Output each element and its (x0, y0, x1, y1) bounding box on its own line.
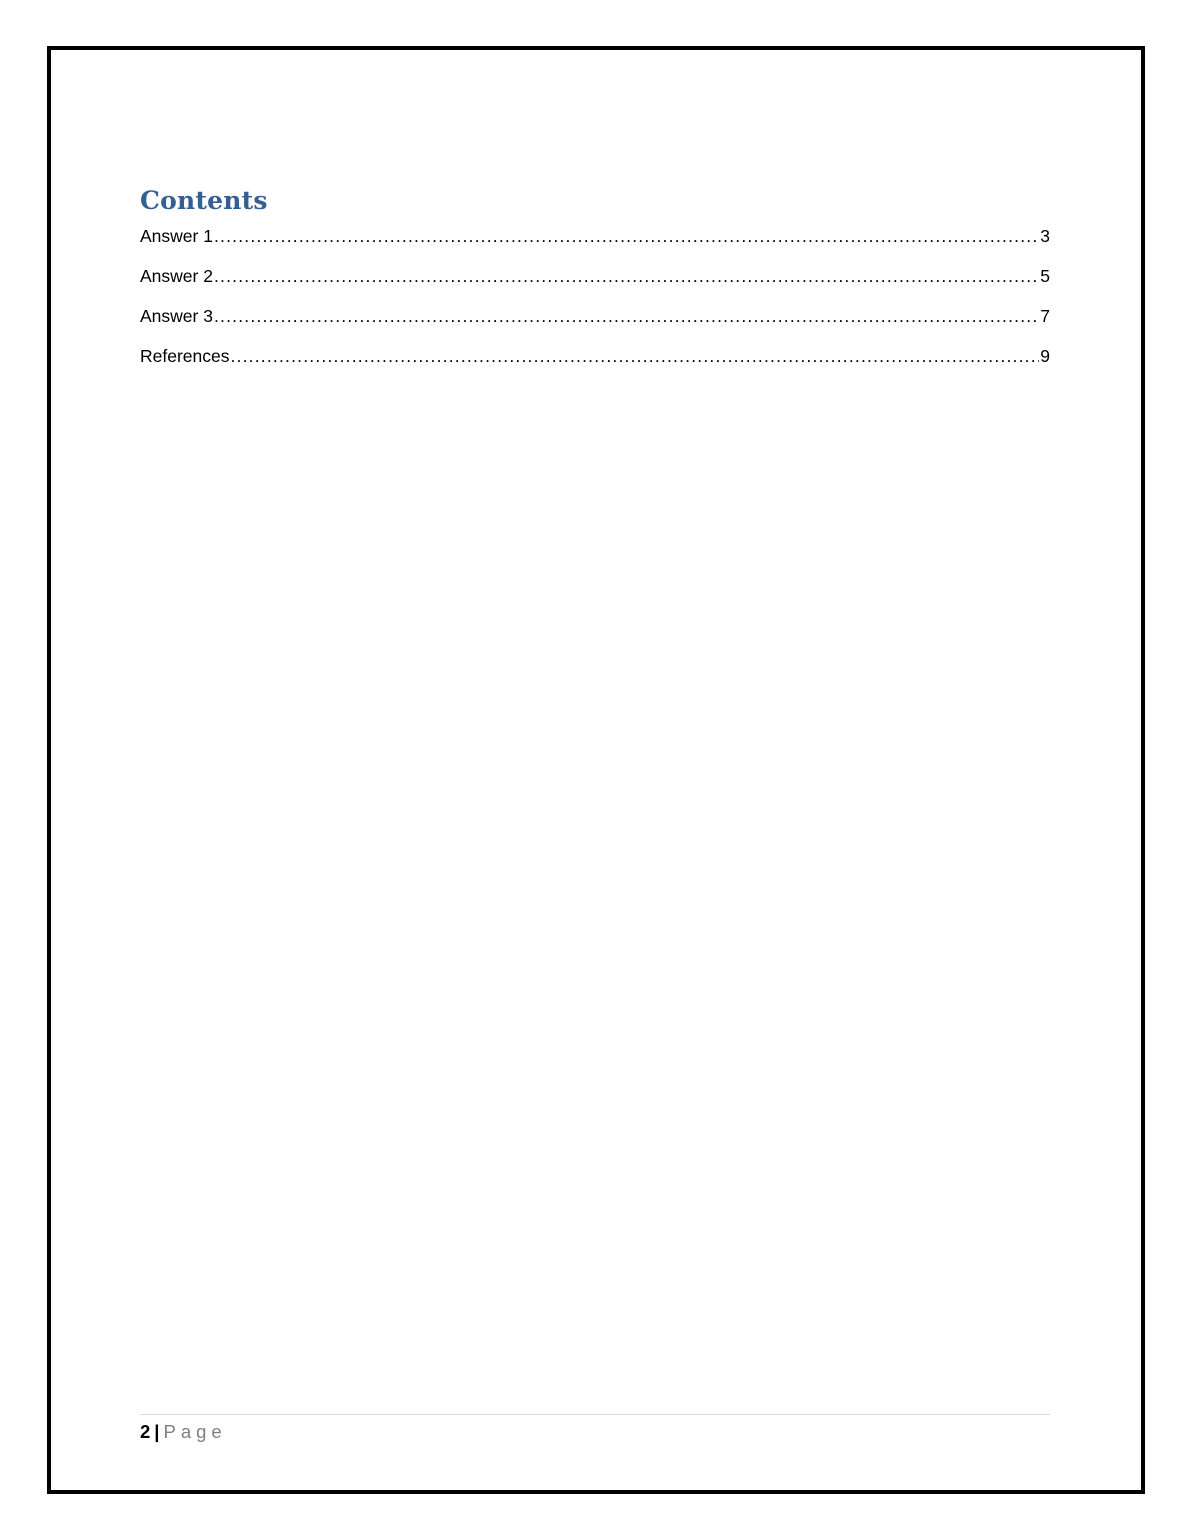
toc-entry-page-number: 7 (1040, 306, 1050, 326)
page-footer (140, 1420, 227, 1444)
toc-entry-label: Answer 2 (140, 266, 213, 286)
dot-leader (231, 346, 1040, 367)
toc-entry-page-number: 9 (1040, 346, 1050, 366)
toc-entry-label: Answer 3 (140, 306, 213, 326)
dot-leader (214, 266, 1039, 287)
footer-page-word: Page (163, 1421, 227, 1442)
footer-separator: | (154, 1421, 160, 1442)
dot-leader (214, 306, 1039, 327)
dot-leader (214, 226, 1039, 247)
toc-entry-answer-3[interactable] (140, 306, 1050, 346)
toc-entry-page-number: 3 (1040, 226, 1050, 246)
footer-page-number: 2 (140, 1421, 151, 1442)
toc-entry-references[interactable] (140, 346, 1050, 386)
table-of-contents (140, 226, 1050, 386)
toc-entry-label: Answer 1 (140, 226, 213, 246)
toc-entry-page-number: 5 (1040, 266, 1050, 286)
toc-entry-answer-1[interactable] (140, 226, 1050, 266)
toc-heading: Contents (140, 186, 268, 215)
footer-divider (140, 1414, 1050, 1415)
toc-entry-label: References (140, 346, 230, 366)
toc-entry-answer-2[interactable] (140, 266, 1050, 306)
